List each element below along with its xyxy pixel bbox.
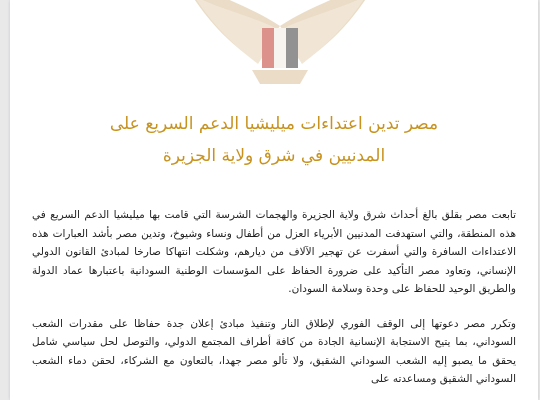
title-line-1: مصر تدين اعتداءات ميليشيا الدعم السريع على [109,114,439,134]
paragraph-1: تابعت مصر بقلق بالغ أحداث شرق ولاية الجزيرة والهجمات الشرسة التي قامت بها ميليشيا الدعم السريع في هذه المنطقة، والتي استهدفت المدنيين الأبرياء العزل من أطفال ونساء وشيوخ، وتدين مصر بأشد العبارات هذه الاعتداءات السافرة والتي أسفرت عن تهجير الآلاف من ديارهم، وشكلت انتهاكا صارخا لمبادئ القانون الدولي الإنساني، وتعاود مصر التأكيد على ضرورة الحفاظ على المؤسسات الوطنية السودانية باعتبارها عماد الدولة والطريق الوحيد للحفاظ على وحدة وسلامة السودان. [32,209,516,295]
document-body [32,206,516,400]
title-line-2: المدنيين في شرق ولاية الجزيرة [162,146,386,166]
paragraph-2: وتكرر مصر دعوتها إلى الوقف الفوري لإطلاق النار وتنفيذ مبادئ إعلان جدة حفاظا على مقدرات الشعب السوداني، بما يتيح الاستجابة الإنسانية الجادة من كافة أطراف المجتمع الدولي، والتوصل لحل سياسي شامل يحقق ما يصبو إليه الشعب السوداني الشقيق، ولا تألو مصر جهدا، بالتعاون مع الشركاء، لحقن دماء الشعب السوداني الشقيق ومساعدته على [32,317,516,385]
document-page [10,0,538,400]
eagle-emblem-icon [160,0,400,106]
document-title [50,108,498,172]
